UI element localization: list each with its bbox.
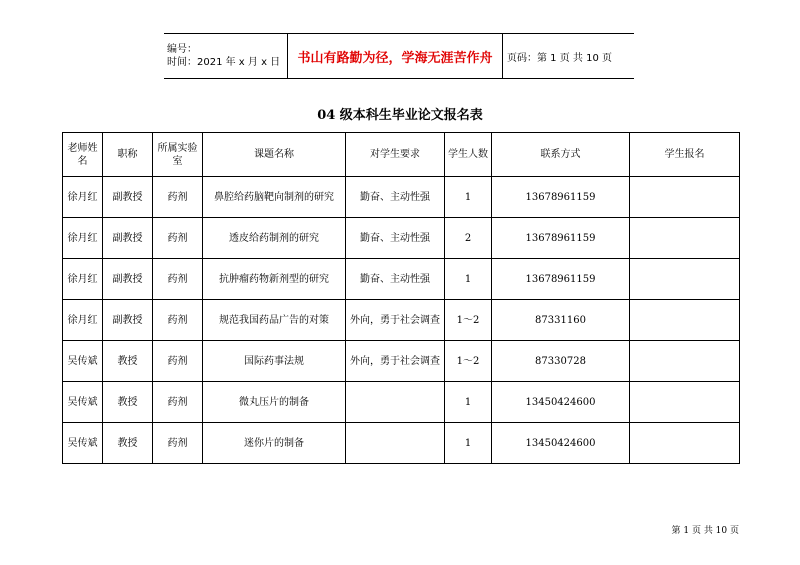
student-count-cell: 1 — [445, 382, 492, 423]
lab-cell: 药剂 — [153, 382, 203, 423]
contact-cell: 13678961159 — [492, 259, 630, 300]
teacher-cell: 吴传斌 — [63, 423, 103, 464]
topic-cell: 抗肿瘤药物新剂型的研究 — [203, 259, 346, 300]
lab-cell: 药剂 — [153, 259, 203, 300]
requirement-cell: 勤奋、主动性强 — [346, 218, 445, 259]
page-footer: 第 1 页 共 10 页 — [671, 526, 739, 536]
contact-cell: 13678961159 — [492, 218, 630, 259]
signup-cell[interactable] — [630, 177, 740, 218]
document-title: 04 级本科生毕业论文报名表 — [317, 108, 483, 123]
header-motto: 书山有路勤为径，学海无涯苦作舟 — [288, 34, 503, 78]
lab-cell: 药剂 — [153, 423, 203, 464]
table-row — [63, 259, 740, 300]
teacher-cell: 徐月红 — [63, 300, 103, 341]
registration-table — [62, 132, 740, 464]
topic-cell: 规范我国药品广告的对策 — [203, 300, 346, 341]
header-signup: 学生报名 — [630, 133, 740, 177]
title-rank-cell: 教授 — [103, 382, 153, 423]
table-row — [63, 423, 740, 464]
title-rank-cell: 副教授 — [103, 259, 153, 300]
title-rank-cell: 副教授 — [103, 300, 153, 341]
student-count-cell: 1 — [445, 259, 492, 300]
header-lab: 所属实验室 — [153, 133, 203, 177]
header-requirement: 对学生要求 — [346, 133, 445, 177]
time-label: 时间：2021 年 x 月 x 日 — [167, 57, 281, 68]
requirement-cell: 勤奋、主动性强 — [346, 259, 445, 300]
lab-cell: 药剂 — [153, 218, 203, 259]
signup-cell[interactable] — [630, 259, 740, 300]
teacher-cell: 徐月红 — [63, 218, 103, 259]
header-contact: 联系方式 — [492, 133, 630, 177]
table-row — [63, 341, 740, 382]
title-rank-cell: 教授 — [103, 423, 153, 464]
header-teacher: 老师姓名 — [63, 133, 103, 177]
requirement-cell: 勤奋、主动性强 — [346, 177, 445, 218]
title-rank-cell: 副教授 — [103, 177, 153, 218]
signup-cell[interactable] — [630, 341, 740, 382]
requirement-cell: 外向，勇于社会调查 — [346, 300, 445, 341]
signup-cell[interactable] — [630, 218, 740, 259]
requirement-cell — [346, 382, 445, 423]
teacher-cell: 徐月红 — [63, 259, 103, 300]
table-header-row — [63, 133, 740, 177]
page-header — [164, 33, 634, 79]
header-page-info: 页码：第 1 页 共 10 页 — [507, 52, 612, 64]
title-rank-cell: 副教授 — [103, 218, 153, 259]
lab-cell: 药剂 — [153, 177, 203, 218]
table-row — [63, 218, 740, 259]
lab-cell: 药剂 — [153, 341, 203, 382]
teacher-cell: 吴传斌 — [63, 341, 103, 382]
signup-cell[interactable] — [630, 382, 740, 423]
number-label: 编号： — [167, 44, 197, 55]
contact-cell: 87330728 — [492, 341, 630, 382]
topic-cell: 透皮给药制剂的研究 — [203, 218, 346, 259]
topic-cell: 鼻腔给药脑靶向制剂的研究 — [203, 177, 346, 218]
signup-cell[interactable] — [630, 300, 740, 341]
teacher-cell: 吴传斌 — [63, 382, 103, 423]
student-count-cell: 1 — [445, 177, 492, 218]
topic-cell: 迷你片的制备 — [203, 423, 346, 464]
contact-cell: 13678961159 — [492, 177, 630, 218]
contact-cell: 13450424600 — [492, 423, 630, 464]
teacher-cell: 徐月红 — [63, 177, 103, 218]
header-title-rank: 职称 — [103, 133, 153, 177]
title-rank-cell: 教授 — [103, 341, 153, 382]
student-count-cell: 1 — [445, 423, 492, 464]
lab-cell: 药剂 — [153, 300, 203, 341]
student-count-cell: 1～2 — [445, 300, 492, 341]
topic-cell: 国际药事法规 — [203, 341, 346, 382]
contact-cell: 13450424600 — [492, 382, 630, 423]
header-meta — [164, 34, 288, 78]
requirement-cell — [346, 423, 445, 464]
header-student-count: 学生人数 — [445, 133, 492, 177]
table-row — [63, 382, 740, 423]
table-row — [63, 177, 740, 218]
table-row — [63, 300, 740, 341]
student-count-cell: 2 — [445, 218, 492, 259]
topic-cell: 微丸压片的制备 — [203, 382, 346, 423]
student-count-cell: 1～2 — [445, 341, 492, 382]
contact-cell: 87331160 — [492, 300, 630, 341]
requirement-cell: 外向，勇于社会调查 — [346, 341, 445, 382]
header-topic: 课题名称 — [203, 133, 346, 177]
signup-cell[interactable] — [630, 423, 740, 464]
